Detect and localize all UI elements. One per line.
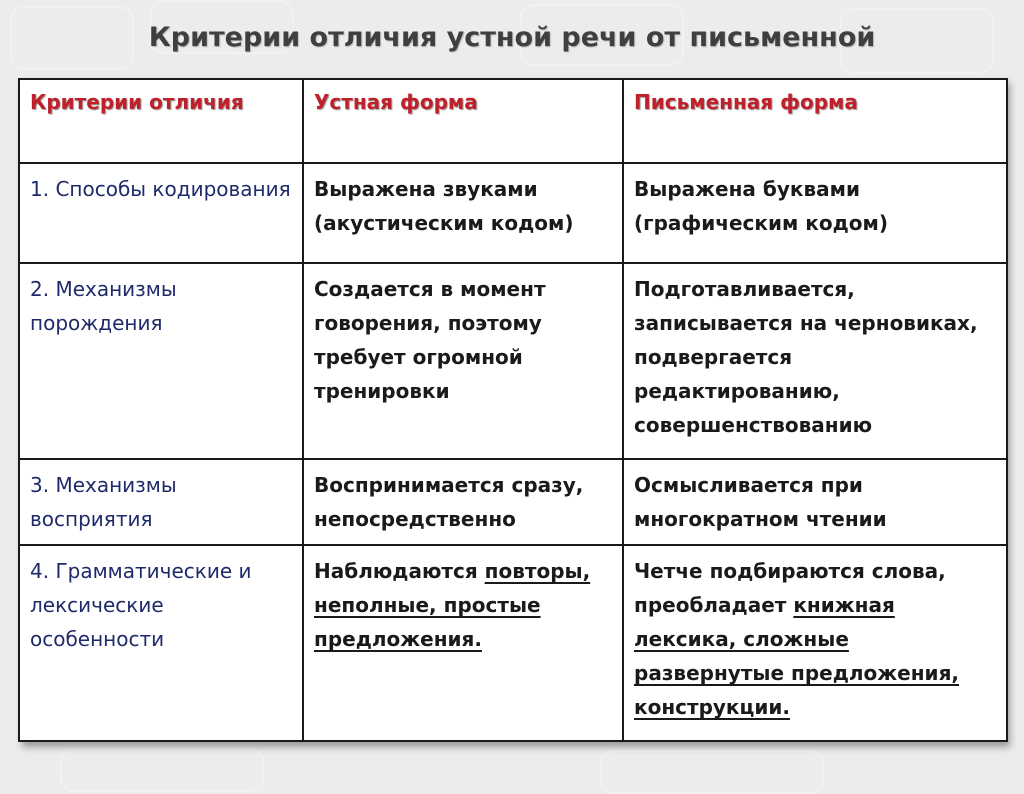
oral-cell: [303, 459, 623, 545]
cell-text: Четче подбираются слова, преобладает: [634, 559, 946, 617]
oral-cell: [303, 263, 623, 459]
criterion-cell: 3. Механизмы восприятия: [19, 459, 303, 545]
written-cell: [623, 545, 1007, 741]
written-cell: [623, 459, 1007, 545]
comparison-table-container: [18, 78, 1006, 742]
written-cell: [623, 263, 1007, 459]
cell-text: Воспринимается сразу, непосредственно: [314, 473, 584, 531]
cell-text: Выражена буквами (графическим кодом): [634, 177, 889, 235]
cell-text: Наблюдаются: [314, 559, 485, 583]
table-row: [19, 263, 1007, 459]
cell-text: Выражена звуками (акустическим кодом): [314, 177, 574, 235]
table-row: [19, 545, 1007, 741]
header-criteria: Критерии отличия: [19, 79, 303, 163]
cell-text: Создается в момент говорения, поэтому требует огромной тренировки: [314, 277, 546, 403]
table-header-row: [19, 79, 1007, 163]
table-row: [19, 163, 1007, 263]
background-pattern: [60, 748, 264, 792]
criterion-cell: 1. Способы кодирования: [19, 163, 303, 263]
header-oral-form: Устная форма: [303, 79, 623, 163]
criterion-cell: 4. Грамматические и лексические особенности: [19, 545, 303, 741]
underlined-text: повторы, неполные, простые предложения.: [314, 559, 591, 651]
comparison-table: [18, 78, 1008, 742]
cell-text: Осмысливается при многократном чтении: [634, 473, 887, 531]
cell-text: Подготавливается, записывается на черновиках, подвергается редактированию, совершенствованию: [634, 277, 978, 437]
written-cell: [623, 163, 1007, 263]
table-row: [19, 459, 1007, 545]
criterion-cell: 2. Механизмы порождения: [19, 263, 303, 459]
header-written-form: Письменная форма: [623, 79, 1007, 163]
underlined-text: книжная лексика, сложные развернутые предложения, конструкции.: [634, 593, 960, 719]
slide-title: Критерии отличия устной речи от письменной: [148, 22, 876, 53]
oral-cell: [303, 545, 623, 741]
oral-cell: [303, 163, 623, 263]
background-pattern: [600, 750, 824, 794]
